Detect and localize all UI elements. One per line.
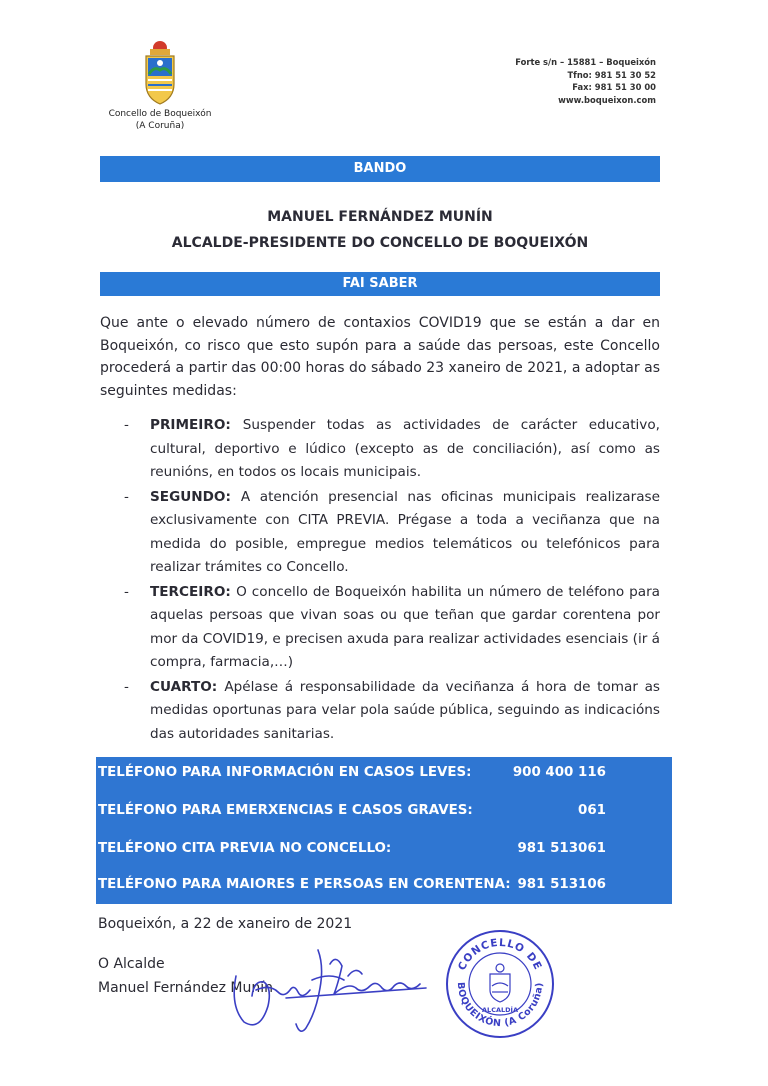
svg-text:CONCELLO DE xyxy=(456,937,544,973)
measure-item-terceiro xyxy=(124,581,660,675)
phone-label: TELÉFONO PARA MAIORES E PERSOAS EN CORENTENA: xyxy=(98,877,511,892)
phone-row-emerxencias xyxy=(96,803,672,827)
phone-row-leves xyxy=(96,765,672,789)
measure-label: TERCEIRO: xyxy=(150,583,237,600)
municipal-logo xyxy=(100,40,220,132)
measure-text: O concello de Boqueixón habilita un número de teléfono para aquelas persoas que vivan soas ou que teñan que gardar corentena por mor da COVID19, e precisen axuda para realizar actividades esenciais (ir á compra, farmacia,…) xyxy=(150,583,661,670)
issuer-heading xyxy=(100,204,660,256)
bando-banner: BANDO xyxy=(100,156,660,182)
seal-center-text: ALCALDÍA xyxy=(482,1006,518,1014)
measure-label: SEGUNDO: xyxy=(150,488,241,505)
issuer-name: MANUEL FERNÁNDEZ MUNÍN xyxy=(267,209,493,225)
measure-item-segundo xyxy=(124,486,660,580)
list-dash: - xyxy=(124,678,129,695)
seal-crest-icon xyxy=(490,964,510,1002)
issuer-title: ALCALDE-PRESIDENTE DO CONCELLO DE BOQUEIXÓN xyxy=(171,235,589,251)
phone-label: TELÉFONO PARA EMERXENCIAS E CASOS GRAVES: xyxy=(98,803,473,818)
measure-item-primeiro xyxy=(124,414,660,485)
measure-item-cuarto xyxy=(124,676,660,747)
phone-number[interactable]: 981 513106 xyxy=(517,877,606,892)
intro-paragraph: Que ante o elevado número de contaxios COVID19 que se están a dar en Boqueixón, co risco que esto supón para a saúde das persoas, este Concello procederá a partir das 00:00 horas do sábado 23 xaneiro de 2021, a adoptar as seguintes medidas: xyxy=(100,315,660,399)
logo-caption-region: (A Coruña) xyxy=(135,121,185,131)
list-dash: - xyxy=(124,583,129,600)
list-dash: - xyxy=(124,488,129,505)
measure-text: Suspender todas as actividades de carácter educativo, cultural, deportivo e lúdico (excepto as de conciliación), así como as reunións, en todos os locais municipais. xyxy=(150,417,660,480)
contact-website: www.boqueixon.com xyxy=(558,94,656,105)
contact-fax: Fax: 981 51 30 00 xyxy=(572,82,656,92)
signatory-name: Manuel Fernández Munín xyxy=(98,980,273,996)
measure-text: A atención presencial nas oficinas municipais realizarase exclusivamente con CITA PREVIA. Prégase a toda a veciñanza que na medida do posible, empregue medios telemáticos ou telefónicos para realizar trámites co Concello. xyxy=(150,488,660,575)
contact-block xyxy=(515,56,656,106)
phone-numbers-box xyxy=(96,757,672,904)
contact-phone: Tfno: 981 51 30 52 xyxy=(567,69,656,80)
fai-saber-banner: FAI SABER xyxy=(100,272,660,296)
list-dash: - xyxy=(124,417,129,433)
logo-caption-name: Concello de Boqueixón xyxy=(108,109,212,119)
coat-of-arms-icon xyxy=(140,40,180,108)
official-seal xyxy=(444,928,556,1040)
measure-label: CUARTO: xyxy=(150,678,225,695)
phone-number[interactable]: 061 xyxy=(578,803,606,818)
handwritten-signature xyxy=(226,936,436,1036)
contact-address: Forte s/n – 15881 – Boqueixón xyxy=(515,57,656,67)
phone-row-cita-previa xyxy=(96,841,672,865)
measure-label: PRIMEIRO: xyxy=(150,417,243,433)
measures-list xyxy=(124,414,660,747)
seal-top-text: CONCELLO DE xyxy=(455,936,545,973)
date-line: Boqueixón, a 22 de xaneiro de 2021 xyxy=(98,916,353,932)
phone-row-corentena xyxy=(96,877,672,901)
seal-bottom-text: BOQUEIXÓN (A Coruña) xyxy=(454,981,546,1030)
measure-text: Apélase á responsabilidade da veciñanza á hora de tomar as medidas oportunas para velar pola saúde pública, seguindo as indicacións das autoridades sanitarias. xyxy=(150,678,660,742)
phone-label: TELÉFONO CITA PREVIA NO CONCELLO: xyxy=(98,841,392,856)
phone-number[interactable]: 900 400 116 xyxy=(512,765,606,780)
phone-label: TELÉFONO PARA INFORMACIÓN EN CASOS LEVES: xyxy=(98,765,472,780)
signatory-title: O Alcalde xyxy=(98,956,165,972)
phone-number[interactable]: 981 513061 xyxy=(517,841,606,856)
